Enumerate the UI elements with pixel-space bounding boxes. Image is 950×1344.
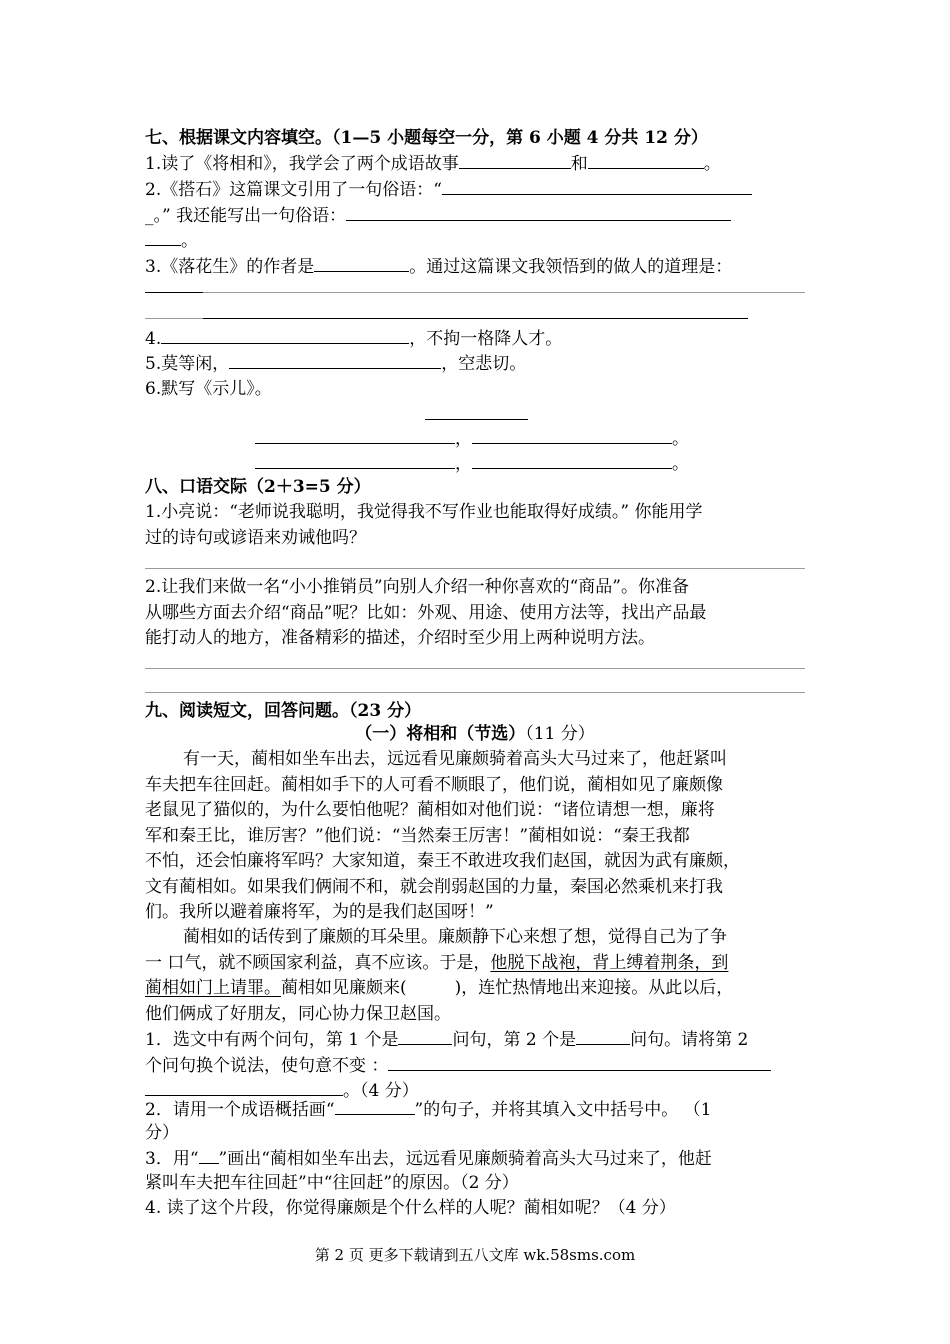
s7-q5-blank (229, 351, 441, 369)
s9-q1-blank-1 (398, 1027, 452, 1045)
s8-q2-line-3: 能打动人的地方，准备精彩的描述，介绍时至少用上两种说明方法。 (145, 628, 655, 648)
s7-question-5 (145, 351, 526, 376)
s7-q2-text-a: 2.《搭石》这篇课文引用了一句俗语：“ (145, 180, 442, 200)
s7-q1-text-a: 1.读了《将相和》，我学会了两个成语故事 (145, 154, 459, 174)
poem-period-2: 。 (672, 454, 689, 474)
s9-q2-blank (335, 1097, 415, 1115)
passage-p1-line-5: 不怕，还会怕廉将军吗？大家知道，秦王不敢进攻我们赵国，就因为武有廉颇， (145, 851, 740, 871)
s8-q1-line-2: 过的诗句或谚语来劝诫他吗？ (145, 528, 366, 548)
s7-q1-blank-1 (459, 151, 571, 169)
poem-blank-4 (472, 451, 672, 469)
passage-p1-line-6: 文有蔺相如。如果我们俩闹不和，就会削弱赵国的力量，秦国必然乘机来打我 (145, 877, 723, 897)
s9-q1-blank-3 (388, 1053, 771, 1071)
s9-q3-text-a: 3．用“ (145, 1149, 199, 1169)
s7-q5-text-b: ，空悲切。 (441, 354, 527, 374)
s7-q2-text-b: _。” 我还能写出一句俗语： (145, 206, 347, 226)
s9-q1-blank-4 (145, 1078, 343, 1096)
s7-q2-blank-1 (442, 177, 752, 195)
s7-q1-blank-2 (588, 151, 704, 169)
section-7-title: 七、根据课文内容填空。（1—5 小题每空一分，第 6 小题 4 分共 12 分） (145, 128, 708, 148)
poem-blank-1 (255, 426, 455, 444)
passage-p2-underlined-1: 他脱下战袍，背上缚着荆条，到 (490, 953, 729, 973)
s9-q1-text-d: 个问句换个说法，使句意不变 ： (145, 1056, 389, 1076)
poem-comma-2: ， (455, 454, 472, 474)
s7-question-2-line-1 (145, 177, 752, 202)
passage-score: （11 分） (525, 724, 595, 744)
s7-q3-text-a: 3.《落花生》的作者是 (145, 257, 315, 277)
poem-line-2 (255, 451, 689, 476)
s7-q2-blank-3 (145, 228, 181, 246)
passage-p1-line-4: 军和秦王比，谁厉害？”他们说：“当然秦王厉害！”蔺相如说：“秦王我都 (145, 826, 690, 846)
s9-q1-blank-2 (576, 1027, 630, 1045)
s7-question-6: 6.默写《示儿》。 (145, 379, 272, 399)
s7-question-2-line-2 (145, 203, 731, 228)
s8-q1-line-1: 1.小亮说：“老师说我聪明，我觉得我不写作业也能取得好成绩。” 你能用学 (145, 502, 703, 522)
s8-q2-answer-line-2 (145, 692, 805, 693)
s7-q1-text-b: 和 (570, 154, 588, 174)
s9-q2-text-b: ”的句子，并将其填入文中括号中。 （1 (414, 1100, 712, 1120)
passage-p2-text-a: 一 口气，就不顾国家利益，真不应该。于是， (145, 953, 491, 973)
passage-heading (0, 722, 950, 746)
s9-q3-line-1 (145, 1146, 712, 1171)
s8-q2-line-2: 从哪些方面去介绍“商品”呢？比如：外观、用途、使用方法等，找出产品最 (145, 603, 707, 623)
section-9-title: 九、阅读短文，回答问题。（23 分） (145, 701, 422, 721)
s7-q3-text-b: 。通过这篇课文我领悟到的做人的道理是： (409, 257, 733, 277)
s7-q1-text-c: 。 (703, 154, 721, 174)
s8-q1-answer-line (145, 568, 805, 569)
s9-q1-text-a: 1．选文中有两个问句，第 1 个是 (145, 1030, 399, 1050)
s7-q2-blank-2 (346, 203, 731, 221)
s9-q3-text-b: ”画出“蔺相如坐车出去，远远看见廉颇骑着高头大马过来了，他赶 (218, 1149, 712, 1169)
s9-q1-text-c: 问句。请将第 2 (630, 1030, 749, 1050)
s9-q1-text-b: 问句，第 2 个是 (452, 1030, 577, 1050)
s7-q3-blank-short (145, 292, 203, 293)
passage-p2-line-1: 蔺相如的话传到了廉颇的耳朵里。廉颇静下心来想了想，觉得自己为了争 (183, 927, 727, 947)
page-footer: 第 2 页 更多下载请到五八文库 wk.58sms.com (314, 1246, 636, 1264)
s7-q4-text-b: ，不拘一格降人才。 (409, 329, 563, 349)
s7-question-2-line-3 (145, 228, 198, 253)
s9-q1-text-e: 。（4 分） (343, 1081, 419, 1101)
s7-q3-answer-line-2a (145, 318, 203, 319)
s9-q3-blank (199, 1146, 219, 1164)
s7-q3-answer-line-2b (203, 318, 748, 319)
s7-q4-blank (161, 326, 409, 344)
poem-title-blank (425, 419, 528, 420)
poem-blank-3 (255, 451, 455, 469)
s9-q2-text-a: 2．请用一个成语概括画“ (145, 1100, 335, 1120)
poem-period-1: 。 (672, 429, 689, 449)
passage-p1-line-7: 们。我所以避着廉将军，为的是我们赵国呀！” (145, 902, 494, 922)
s7-question-3 (145, 254, 732, 279)
s9-q1-line-1 (145, 1027, 748, 1052)
passage-p1-line-3: 老鼠见了猫似的，为什么要怕他呢？蔺相如对他们说：“诸位请想一想，廉将 (145, 800, 715, 820)
passage-p2-text-b: 蔺相如见廉颇来( (281, 978, 407, 998)
s9-q1-line-2 (145, 1053, 771, 1078)
s9-q4: 4. 读了这个片段，你觉得廉颇是个什么样的人呢？蔺相如呢？（4 分） (145, 1198, 676, 1218)
passage-p2-line-3 (145, 976, 733, 1000)
poem-line-1 (255, 426, 689, 451)
s7-question-4 (145, 326, 562, 351)
passage-p2-underlined-2: 蔺相如门上请罪。 (145, 978, 281, 998)
s7-q3-blank-1 (314, 254, 409, 272)
poem-blank-2 (472, 426, 672, 444)
s7-q4-text-a: 4. (145, 329, 162, 349)
passage-p2-text-c: )，连忙热情地出来迎接。从此以后， (454, 978, 734, 998)
s7-q2-text-c: 。 (181, 231, 198, 251)
passage-p1-line-1: 有一天，蔺相如坐车出去，远远看见廉颇骑着高头大马过来了，他赶紧叫 (183, 749, 727, 769)
s9-q2-line-1 (145, 1097, 711, 1122)
poem-comma-1: ， (455, 429, 472, 449)
s7-question-1 (145, 151, 721, 176)
s8-q2-answer-line-1 (145, 668, 805, 669)
passage-title: （一）将相和（节选） (355, 724, 526, 744)
passage-p2-line-2 (145, 951, 728, 975)
s7-q3-answer-line-1 (203, 292, 805, 293)
s8-q2-line-1: 2.让我们来做一名“小小推销员”向别人介绍一种你喜欢的“商品”。你准备 (145, 577, 689, 597)
s9-q2-line-2: 分） (145, 1123, 179, 1143)
s7-q5-text-a: 5.莫等闲， (145, 354, 230, 374)
passage-p2-line-4: 他们俩成了好朋友，同心协力保卫赵国。 (145, 1004, 451, 1024)
section-8-title: 八、口语交际（2＋3=5 分） (145, 477, 371, 497)
passage-p1-line-2: 车夫把车往回赶。蔺相如手下的人可看不顺眼了，他们说，蔺相如见了廉颇像 (145, 775, 723, 795)
s9-q3-line-2: 紧叫车夫把车往回赶”中“往回赶”的原因。（2 分） (145, 1173, 519, 1193)
